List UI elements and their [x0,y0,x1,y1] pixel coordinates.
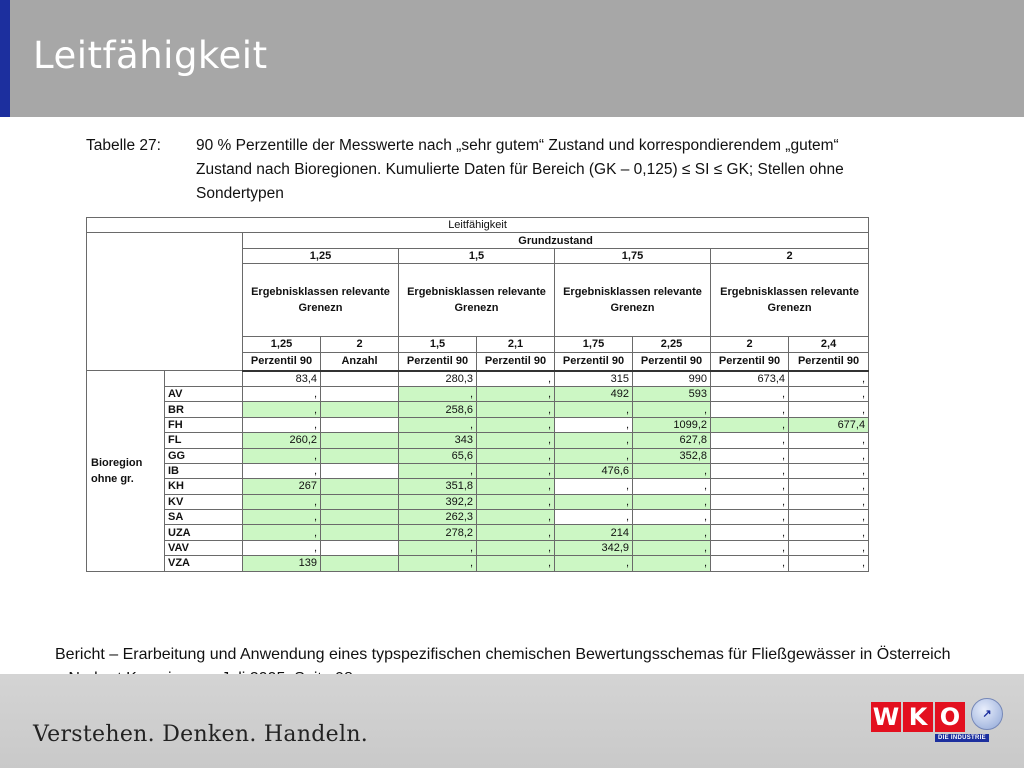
main-level-header: 2 [711,248,869,263]
table-cell: 990 [633,371,711,387]
table-cell: , [789,386,869,401]
table-cell: , [633,556,711,571]
table-cell: , [243,494,321,509]
table-cell [321,479,399,494]
row-label: AV [165,386,243,401]
corner-cell [87,233,243,371]
table-cell: , [477,494,555,509]
table-row [87,433,869,448]
row-label: KV [165,494,243,509]
table-cell [321,433,399,448]
column-label: Perzentil 90 [633,352,711,371]
ergebnis-header: Ergebnisklassen relevante Grenezn [555,264,711,337]
table-cell: , [633,540,711,555]
table-cell: 476,6 [555,463,633,478]
globe-icon: ↗ [971,698,1003,730]
data-table [86,217,869,572]
table-cell [321,540,399,555]
row-label: VAV [165,540,243,555]
table-cell: , [711,402,789,417]
sub-level-header: 2,25 [633,337,711,352]
main-level-header: 1,25 [243,248,399,263]
column-label: Perzentil 90 [399,352,477,371]
row-label: FL [165,433,243,448]
table-cell [321,463,399,478]
row-label: UZA [165,525,243,540]
table-cell: 673,4 [711,371,789,387]
group-header: Grundzustand [243,233,869,248]
table-cell: 280,3 [399,371,477,387]
sub-level-header: 2,1 [477,337,555,352]
table-cell: , [477,371,555,387]
table-cell [321,402,399,417]
table-cell: , [243,402,321,417]
table-cell: , [555,556,633,571]
logo-letter-k: K [903,702,933,732]
table-row [87,417,869,432]
table-row [87,448,869,463]
table-cell: , [555,402,633,417]
slogan: Verstehen. Denken. Handeln. [33,722,369,747]
logo-letter-o: O [935,702,965,732]
table-cell [321,448,399,463]
table-cell: , [711,494,789,509]
table-cell: , [477,386,555,401]
row-label: IB [165,463,243,478]
table-cell: , [399,540,477,555]
table-cell: , [477,510,555,525]
table-cell [321,525,399,540]
main-level-header: 1,5 [399,248,555,263]
region-label: Bioregion ohne gr. [87,371,165,572]
table-row [87,371,869,387]
table-cell: , [789,510,869,525]
table-cell: , [711,386,789,401]
column-label: Perzentil 90 [243,352,321,371]
table-row [87,386,869,401]
table-cell: , [789,402,869,417]
sub-level-header: 1,75 [555,337,633,352]
slide-header [0,0,1024,117]
table-cell: 492 [555,386,633,401]
column-label: Perzentil 90 [789,352,869,371]
table-cell: , [789,494,869,509]
table-cell: , [711,417,789,432]
table-cell [321,556,399,571]
row-label: FH [165,417,243,432]
ergebnis-header: Ergebnisklassen relevante Grenezn [711,264,869,337]
column-label: Perzentil 90 [555,352,633,371]
row-label [165,371,243,387]
table-cell: 214 [555,525,633,540]
table-cell: 139 [243,556,321,571]
table-cell: , [789,371,869,387]
table-cell: , [711,556,789,571]
table-cell: 258,6 [399,402,477,417]
table-cell: 315 [555,371,633,387]
table-cell [321,417,399,432]
table-cell: , [399,417,477,432]
table-cell: , [243,386,321,401]
header-accent-bar [0,0,10,117]
table-cell: , [399,463,477,478]
table-cell: , [711,525,789,540]
source-citation: Bericht – Erarbeitung und Anwendung eines typspezifischen chemischen Bewertungsschemas für Fließgewässer in Österreich [55,646,951,663]
sub-level-header: 1,25 [243,337,321,352]
slide-title: Leitfähigkeit [33,34,268,77]
table-cell: , [711,448,789,463]
table-cell: , [477,463,555,478]
table-cell: , [555,433,633,448]
table-cell: , [243,417,321,432]
table-row [87,556,869,571]
wko-logo [871,702,1001,746]
table-cell: 1099,2 [633,417,711,432]
table-cell: , [243,463,321,478]
table-cell: , [399,556,477,571]
ergebnis-header: Ergebnisklassen relevante Grenezn [243,264,399,337]
table-cell: , [243,448,321,463]
table-cell: , [633,510,711,525]
table-cell: , [243,525,321,540]
table-cell: , [477,417,555,432]
table-cell: 351,8 [399,479,477,494]
caption-label: Tabelle 27: [86,137,161,154]
table-cell: 352,8 [633,448,711,463]
row-label: BR [165,402,243,417]
table-cell: , [789,448,869,463]
table-cell: 627,8 [633,433,711,448]
row-label: VZA [165,556,243,571]
table-cell: , [711,540,789,555]
sub-level-header: 2 [711,337,789,352]
table-cell: , [243,540,321,555]
table-cell: , [477,479,555,494]
table-cell: , [555,510,633,525]
table-cell: , [399,386,477,401]
table-cell [321,371,399,387]
table-cell: 593 [633,386,711,401]
row-label: KH [165,479,243,494]
table-cell: , [711,510,789,525]
table-cell: , [711,479,789,494]
table-cell: , [789,463,869,478]
sub-level-header: 1,5 [399,337,477,352]
table-cell: , [477,540,555,555]
row-label: SA [165,510,243,525]
table-cell: , [555,448,633,463]
main-level-header: 1,75 [555,248,711,263]
table-row [87,494,869,509]
row-label: GG [165,448,243,463]
table-cell: , [711,463,789,478]
table-cell: , [633,479,711,494]
table-row [87,510,869,525]
column-label: Anzahl [321,352,399,371]
table-cell [321,386,399,401]
table-cell: , [789,433,869,448]
table-cell: , [555,417,633,432]
logo-letter-w: W [872,703,900,731]
table-cell: , [633,402,711,417]
table-row [87,540,869,555]
table-row [87,525,869,540]
sub-level-header: 2 [321,337,399,352]
logo-subtitle: DIE INDUSTRIE [935,734,989,742]
table-cell: 342,9 [555,540,633,555]
table-cell: 267 [243,479,321,494]
table-cell: , [477,448,555,463]
table-cell: , [555,479,633,494]
table-cell: 260,2 [243,433,321,448]
table-cell: , [633,494,711,509]
table-cell: , [711,433,789,448]
column-label: Perzentil 90 [477,352,555,371]
table-row [87,479,869,494]
table-cell: , [243,510,321,525]
table-cell: 262,3 [399,510,477,525]
table-title: Leitfähigkeit [87,218,869,233]
table-cell: , [555,494,633,509]
ergebnis-header: Ergebnisklassen relevante Grenezn [399,264,555,337]
table-cell: 392,2 [399,494,477,509]
caption-text: 90 % Perzentille der Messwerte nach „sehr gutem“ Zustand und korrespondierendem „gutem“ Zustand nach Bioregionen. Kumulierte Daten für Bereich (GK – 0,125) ≤ SI ≤ GK; Stellen ohne Sondertypen [196,137,844,202]
table-cell: 677,4 [789,417,869,432]
table-cell: , [789,556,869,571]
table-cell: , [789,540,869,555]
table-cell: 65,6 [399,448,477,463]
table-cell: , [477,402,555,417]
table-cell: 278,2 [399,525,477,540]
table-cell: 83,4 [243,371,321,387]
table-cell: , [789,525,869,540]
table-row [87,402,869,417]
column-label: Perzentil 90 [711,352,789,371]
table-cell: 343 [399,433,477,448]
table-cell: , [477,433,555,448]
table-cell [321,510,399,525]
table-row [87,463,869,478]
sub-level-header: 2,4 [789,337,869,352]
table-cell [321,494,399,509]
table-cell: , [477,525,555,540]
table-cell: , [633,525,711,540]
table-cell: , [633,463,711,478]
table-cell: , [477,556,555,571]
table-cell: , [789,479,869,494]
